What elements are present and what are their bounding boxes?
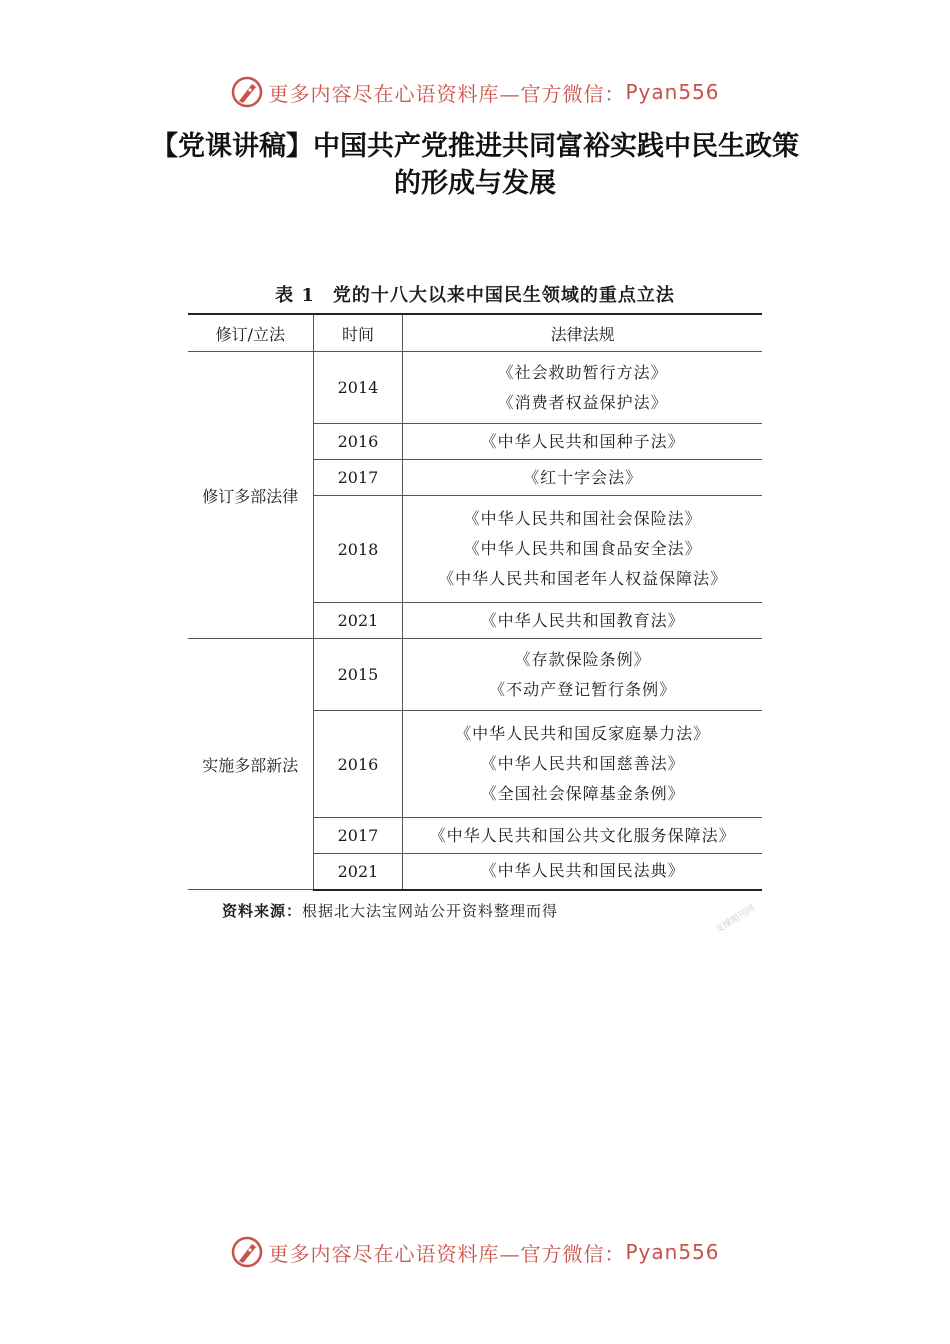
- header-year: 时间: [313, 314, 403, 352]
- title-line-1: 【党课讲稿】中国共产党推进共同富裕实践中民生政策: [151, 131, 799, 162]
- law-title: 《中华人民共和国民法典》: [480, 861, 685, 881]
- law-title: 《中华人民共和国反家庭暴力法》: [455, 724, 711, 743]
- source-text: 根据北大法宝网站公开资料整理而得: [302, 902, 559, 920]
- source-label: 资料来源：: [222, 902, 303, 920]
- laws-cell: [403, 460, 762, 496]
- year-cell: 2016: [313, 711, 403, 818]
- table-row: [188, 639, 762, 711]
- law-title: 《中华人民共和国食品安全法》: [463, 539, 702, 558]
- law-title: 《中华人民共和国教育法》: [480, 610, 685, 630]
- law-title: 《中华人民共和国慈善法》: [480, 754, 685, 773]
- law-title: 《中华人民共和国种子法》: [480, 431, 685, 451]
- header-category: 修订/立法: [188, 314, 313, 352]
- laws-cell: [403, 496, 762, 603]
- year-cell: 2016: [313, 424, 403, 460]
- laws-cell: [403, 854, 762, 890]
- category-cell: 修订多部法律: [188, 352, 313, 639]
- legislation-table: [188, 313, 762, 891]
- header-banner: [0, 72, 950, 112]
- table-caption: [188, 281, 762, 307]
- banner-text: 更多内容尽在心语资料库—官方微信：: [268, 81, 626, 106]
- law-title: 《全国社会保障基金条例》: [480, 784, 685, 803]
- year-cell: 2021: [313, 854, 403, 890]
- law-title: 《中华人民共和国公共文化服务保障法》: [429, 825, 736, 845]
- year-cell: 2015: [313, 639, 403, 711]
- laws-cell: [403, 352, 762, 424]
- law-title: 《中华人民共和国社会保险法》: [463, 509, 702, 528]
- law-title: 《消费者权益保护法》: [497, 392, 668, 412]
- table-row: [188, 352, 762, 424]
- law-title: 《红十字会法》: [523, 467, 643, 487]
- table-source-note: [222, 900, 558, 921]
- year-cell: 2017: [313, 460, 403, 496]
- banner-text: 更多内容尽在心语资料库—官方微信：: [268, 1241, 626, 1266]
- laws-cell: [403, 818, 762, 854]
- category-cell: 实施多部新法: [188, 639, 313, 890]
- table-header-row: [188, 314, 762, 352]
- table-number: 表 1: [275, 285, 315, 306]
- year-cell: 2018: [313, 496, 403, 603]
- laws-cell: [403, 424, 762, 460]
- header-laws: 法律法规: [403, 314, 762, 352]
- watermark-stamp: 支撑期刊网: [713, 903, 758, 936]
- table-caption-text: 党的十八大以来中国民生领域的重点立法: [332, 285, 675, 306]
- year-cell: 2021: [313, 603, 403, 639]
- law-title: 《存款保险条例》: [514, 649, 651, 669]
- pen-nib-logo-icon: [230, 1235, 264, 1269]
- year-cell: 2017: [313, 818, 403, 854]
- year-cell: 2014: [313, 352, 403, 424]
- footer-banner: [0, 1232, 950, 1272]
- laws-cell: [403, 639, 762, 711]
- pen-nib-logo-icon: [230, 75, 264, 109]
- laws-cell: [403, 711, 762, 818]
- title-line-2: 的形成与发展: [394, 168, 556, 199]
- banner-wechat-id: Pyan556: [625, 1240, 720, 1264]
- banner-wechat-id: Pyan556: [625, 80, 720, 104]
- page-title: [130, 128, 820, 202]
- law-title: 《不动产登记暂行条例》: [489, 679, 677, 699]
- law-title: 《中华人民共和国老年人权益保障法》: [438, 569, 728, 588]
- laws-cell: [403, 603, 762, 639]
- law-title: 《社会救助暂行方法》: [497, 362, 668, 382]
